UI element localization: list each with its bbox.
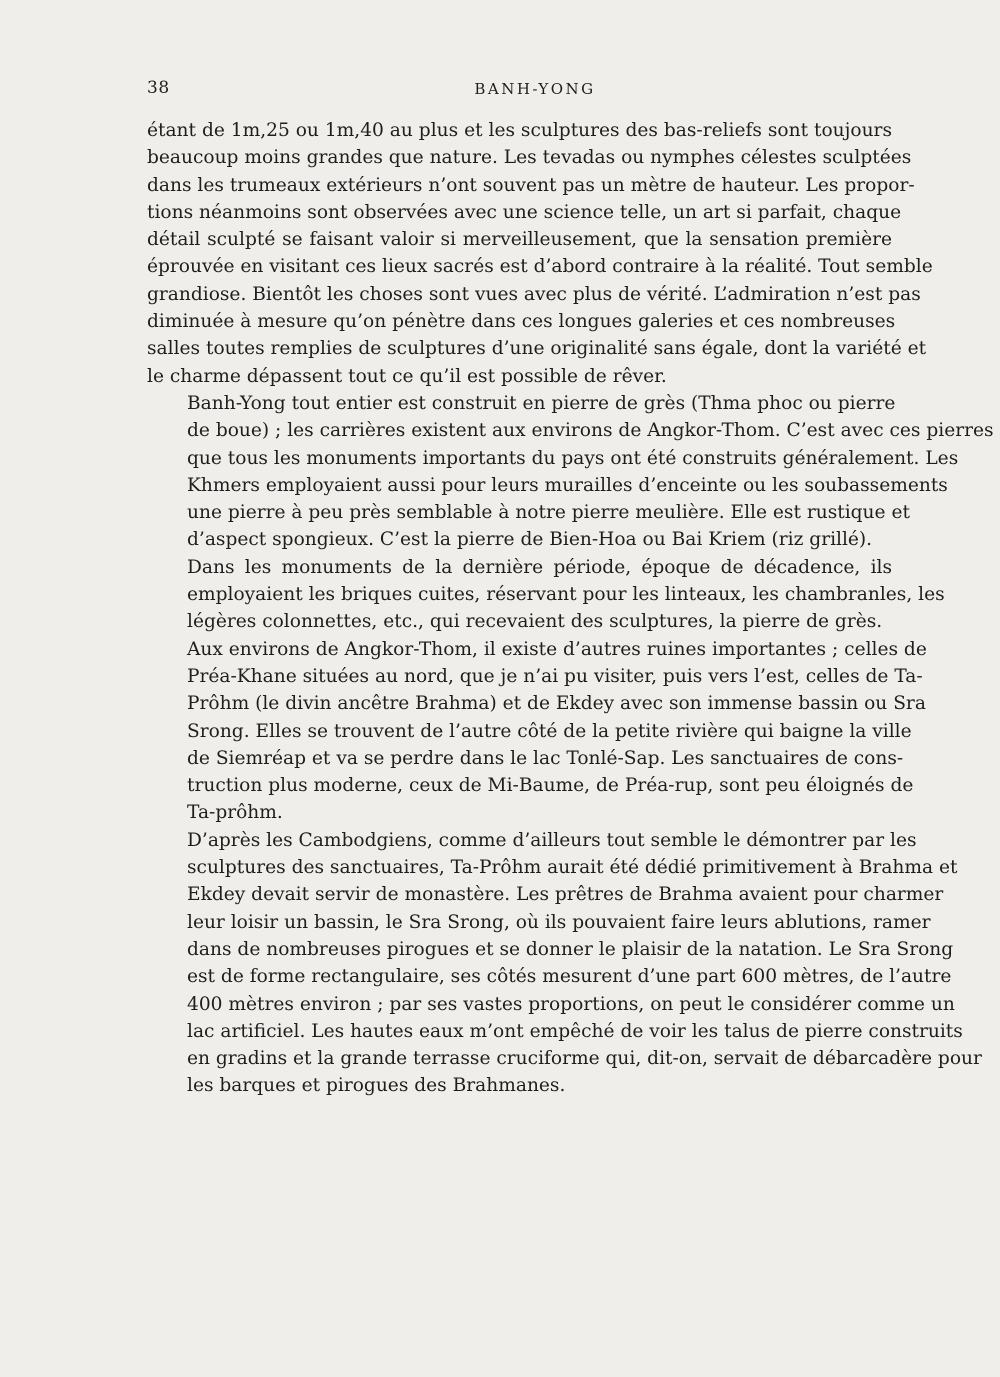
paragraph <box>147 827 982 1100</box>
text-line: salles toutes remplies de sculptures d’une originalité sans égale, dont la variété et <box>147 338 927 360</box>
text-line: Ta-prôhm. <box>187 802 283 824</box>
text-line: Prôhm (le divin ancêtre Brahma) et de Ekdey avec son immense bassin ou Sra <box>187 693 926 715</box>
text-line: Srong. Elles se trouvent de l’autre côté de la petite rivière qui baigne la ville <box>187 720 912 742</box>
text-line: 400 mètres environ ; par ses vastes proportions, on peut le considérer comme un <box>187 993 955 1015</box>
text-line: Dans les monuments de la dernière période, époque de décadence, ils <box>187 556 892 578</box>
paragraph <box>147 554 945 636</box>
text-line: Préa-Khane situées au nord, que je n’ai pu visiter, puis vers l’est, celles de Ta- <box>187 665 923 687</box>
text-line: en gradins et la grande terrasse cruciforme qui, dit-on, servait de débarcadère pour <box>187 1048 982 1070</box>
text-line: Banh-Yong tout entier est construit en pierre de grès (Thma phoc ou pierre <box>187 392 896 414</box>
text-line: truction plus moderne, ceux de Mi-Baume, de Préa-rup, sont peu éloignés de <box>187 775 914 797</box>
page-number: 38 <box>147 78 170 98</box>
text-line: dans les trumeaux extérieurs n’ont souvent pas un mètre de hauteur. Les propor- <box>147 174 915 196</box>
text-line: diminuée à mesure qu’on pénètre dans ces longues galeries et ces nombreuses <box>147 311 896 333</box>
text-line: lac artificiel. Les hautes eaux m’ont empêché de voir les talus de pierre construits <box>187 1020 963 1042</box>
text-line: une pierre à peu près semblable à notre pierre meulière. Elle est rustique et <box>187 502 910 524</box>
text-line: de Siemréap et va se perdre dans le lac Tonlé-Sap. Les sanctuaires de cons- <box>187 747 904 769</box>
text-line: les barques et pirogues des Brahmanes. <box>187 1075 566 1097</box>
text-line: employaient les briques cuites, réservant pour les linteaux, les chambranles, les <box>187 584 945 606</box>
body-text <box>147 117 994 1100</box>
text-line: beaucoup moins grandes que nature. Les tevadas ou nymphes célestes sculptées <box>147 147 912 169</box>
paragraph <box>147 117 933 390</box>
text-line: D’après les Cambodgiens, comme d’ailleurs tout semble le démontrer par les <box>187 829 917 851</box>
text-line: grandiose. Bientôt les choses sont vues avec plus de vérité. L’admiration n’est pas <box>147 283 921 305</box>
text-line: sculptures des sanctuaires, Ta-Prôhm aurait été dédié primitivement à Brahma et <box>187 857 958 879</box>
text-line: étant de 1m,25 ou 1m,40 au plus et les sculptures des bas-reliefs sont toujours <box>147 120 892 141</box>
text-line: détail sculpté se faisant valoir si merveilleusement, que la sensation première <box>147 229 892 251</box>
text-line: éprouvée en visitant ces lieux sacrés est d’abord contraire à la réalité. Tout semble <box>147 256 933 278</box>
text-line: Khmers employaient aussi pour leurs murailles d’enceinte ou les soubassements <box>187 474 948 496</box>
text-line: de boue) ; les carrières existent aux environs de Angkor-Thom. C’est avec ces pierres <box>187 420 994 442</box>
paragraph <box>147 636 927 827</box>
text-line: que tous les monuments importants du pays ont été construits généralement. Les <box>187 447 959 469</box>
text-line: Ekdey devait servir de monastère. Les prêtres de Brahma avaient pour charmer <box>187 884 944 906</box>
paragraph <box>147 390 994 554</box>
text-line: est de forme rectangulaire, ses côtés mesurent d’une part 600 mètres, de l’autre <box>187 966 952 988</box>
text-line: tions néanmoins sont observées avec une science telle, un art si parfait, chaque <box>147 201 902 223</box>
text-line: d’aspect spongieux. C’est la pierre de Bien-Hoa ou Bai Kriem (riz grillé). <box>187 529 873 551</box>
text-line: le charme dépassent tout ce qu’il est possible de rêver. <box>147 365 667 387</box>
text-line: Aux environs de Angkor-Thom, il existe d’autres ruines importantes ; celles de <box>187 638 927 660</box>
text-line: dans de nombreuses pirogues et se donner le plaisir de la natation. Le Sra Srong <box>187 938 954 960</box>
text-line: leur loisir un bassin, le Sra Srong, où ils pouvaient faire leurs ablutions, ramer <box>187 911 931 933</box>
text-line: légères colonnettes, etc., qui recevaient des sculptures, la pierre de grès. <box>187 611 883 633</box>
running-head: BANH-YONG <box>474 80 596 98</box>
